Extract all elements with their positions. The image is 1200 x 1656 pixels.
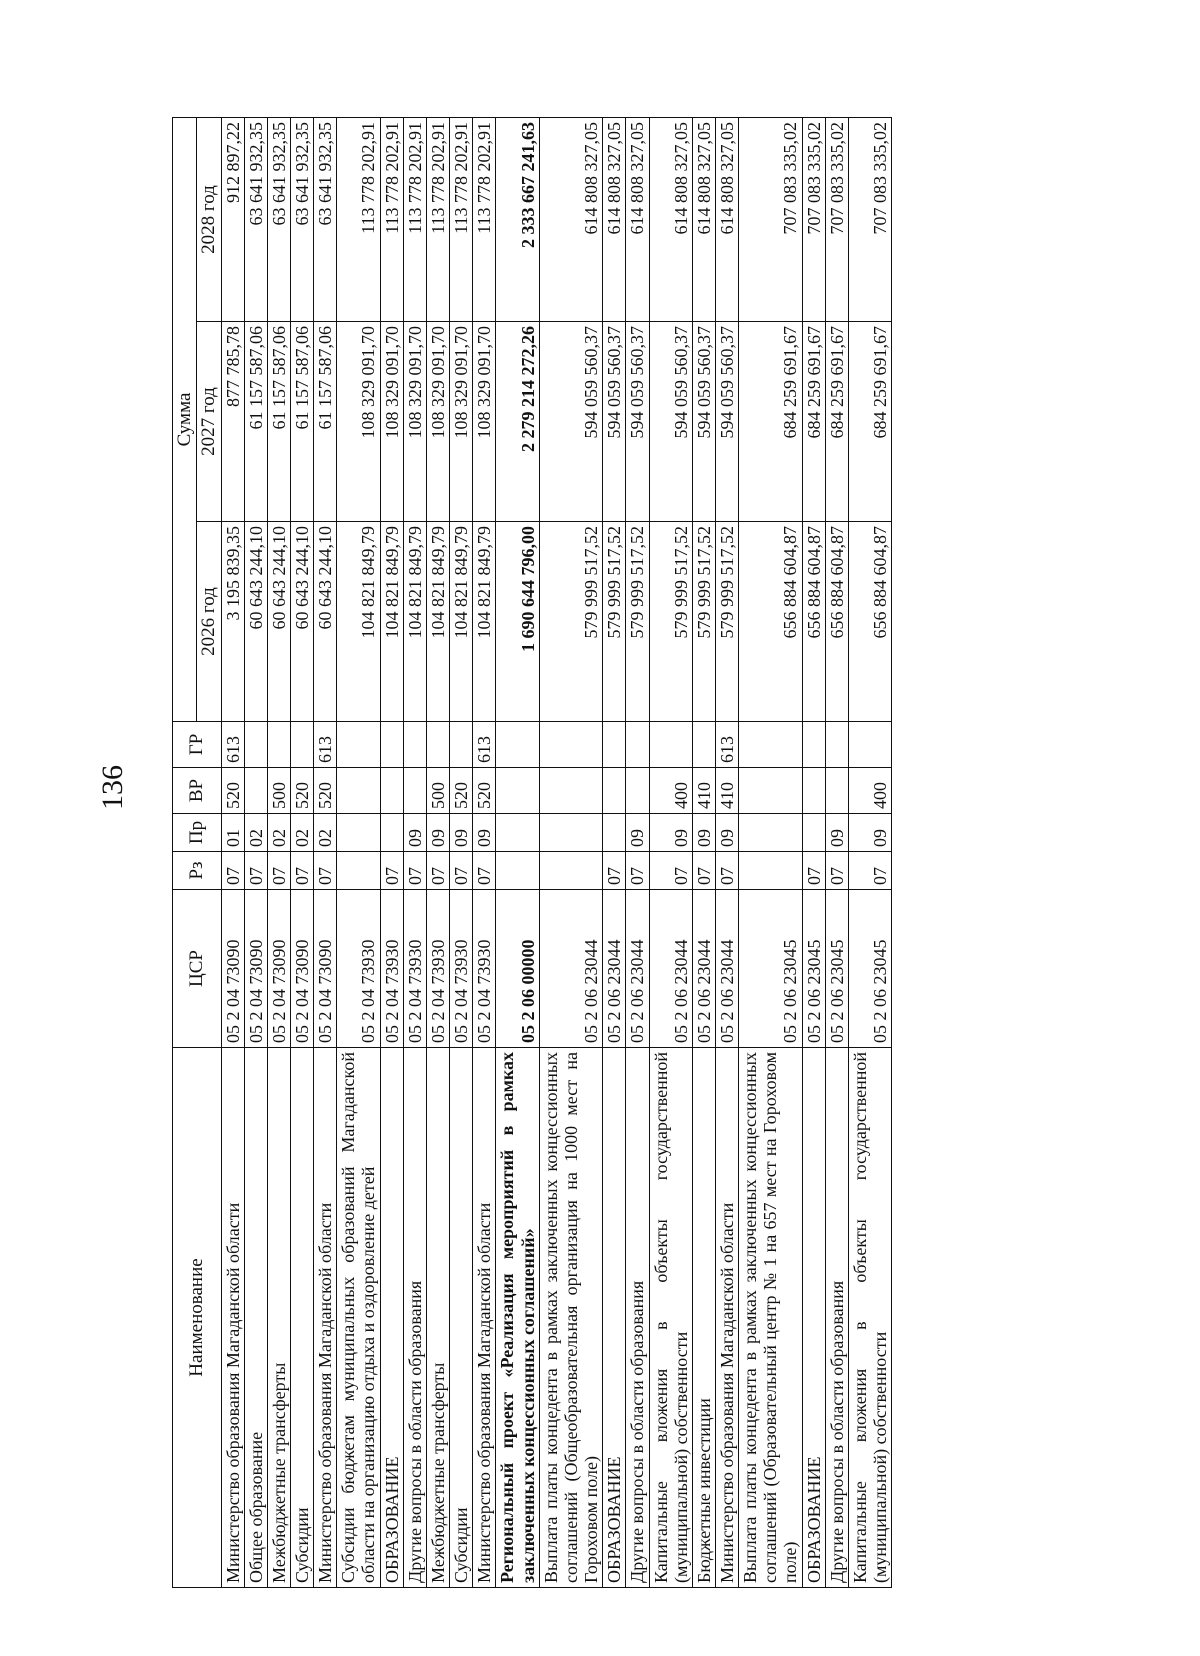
header-sum: Сумма <box>173 118 197 722</box>
cell-vr <box>626 768 649 814</box>
table-row <box>314 118 337 1588</box>
cell-rz: 07 <box>473 852 496 890</box>
cell-gr <box>426 722 449 768</box>
cell-2026: 104 821 849,79 <box>426 522 449 722</box>
cell-rz: 07 <box>244 852 267 890</box>
cell-2028: 614 808 327,05 <box>539 118 602 322</box>
table-row <box>715 118 738 1588</box>
cell-2027: 684 259 691,67 <box>825 322 848 522</box>
cell-vr <box>739 768 802 814</box>
cell-2026: 60 643 244,10 <box>267 522 290 722</box>
cell-name: Бюджетные инвестиции <box>692 1048 715 1588</box>
cell-2027: 108 329 091,70 <box>450 322 473 522</box>
table-row <box>825 118 848 1588</box>
table-row <box>291 118 314 1588</box>
cell-csr: 05 2 06 23044 <box>649 890 692 1048</box>
cell-gr <box>802 722 825 768</box>
cell-gr <box>649 722 692 768</box>
cell-pr: 09 <box>692 814 715 852</box>
cell-pr: 02 <box>267 814 290 852</box>
table-row <box>426 118 449 1588</box>
cell-rz: 07 <box>267 852 290 890</box>
cell-rz: 07 <box>426 852 449 890</box>
cell-vr <box>337 768 380 814</box>
cell-rz: 07 <box>649 852 692 890</box>
cell-gr <box>626 722 649 768</box>
budget-table <box>172 117 892 1588</box>
cell-rz: 07 <box>450 852 473 890</box>
cell-2027: 594 059 560,37 <box>626 322 649 522</box>
cell-csr: 05 2 06 23044 <box>692 890 715 1048</box>
cell-vr: 520 <box>473 768 496 814</box>
cell-vr <box>403 768 426 814</box>
cell-rz <box>539 852 602 890</box>
cell-rz: 07 <box>603 852 626 890</box>
cell-csr: 05 2 06 23045 <box>825 890 848 1048</box>
cell-vr: 500 <box>426 768 449 814</box>
table-row <box>603 118 626 1588</box>
table-row <box>626 118 649 1588</box>
cell-vr: 520 <box>291 768 314 814</box>
cell-name: Капитальные вложения в объекты государственной (муниципальной) собственности <box>649 1048 692 1588</box>
cell-2027: 594 059 560,37 <box>603 322 626 522</box>
cell-2028: 912 897,22 <box>221 118 244 322</box>
cell-name: ОБРАЗОВАНИЕ <box>603 1048 626 1588</box>
cell-2028: 707 083 335,02 <box>825 118 848 322</box>
cell-pr: 09 <box>626 814 649 852</box>
cell-2027: 108 329 091,70 <box>473 322 496 522</box>
header-2026: 2026 год <box>197 522 221 722</box>
cell-2028: 113 778 202,91 <box>403 118 426 322</box>
cell-csr: 05 2 04 73930 <box>337 890 380 1048</box>
cell-2026: 656 884 604,87 <box>848 522 891 722</box>
cell-2026: 60 643 244,10 <box>314 522 337 722</box>
cell-name: Субсидии <box>450 1048 473 1588</box>
cell-2027: 684 259 691,67 <box>739 322 802 522</box>
header-name: Наименование <box>173 1048 222 1588</box>
cell-pr <box>496 814 539 852</box>
cell-rz <box>337 852 380 890</box>
cell-gr <box>692 722 715 768</box>
cell-2028: 614 808 327,05 <box>603 118 626 322</box>
cell-vr <box>244 768 267 814</box>
cell-2027: 594 059 560,37 <box>715 322 738 522</box>
cell-2028: 113 778 202,91 <box>450 118 473 322</box>
cell-pr <box>739 814 802 852</box>
cell-2028: 614 808 327,05 <box>715 118 738 322</box>
cell-pr: 09 <box>473 814 496 852</box>
cell-2026: 656 884 604,87 <box>739 522 802 722</box>
cell-csr: 05 2 04 73930 <box>450 890 473 1048</box>
cell-pr <box>539 814 602 852</box>
cell-2027: 61 157 587,06 <box>244 322 267 522</box>
cell-2027: 108 329 091,70 <box>337 322 380 522</box>
cell-csr: 05 2 04 73930 <box>380 890 403 1048</box>
cell-2028: 2 333 667 241,63 <box>496 118 539 322</box>
cell-gr <box>267 722 290 768</box>
table-row <box>450 118 473 1588</box>
header-2027: 2027 год <box>197 322 221 522</box>
cell-gr <box>496 722 539 768</box>
cell-2027: 108 329 091,70 <box>380 322 403 522</box>
rotated-table-frame <box>172 118 1052 1588</box>
cell-2028: 614 808 327,05 <box>626 118 649 322</box>
table-row <box>539 118 602 1588</box>
table-row <box>380 118 403 1588</box>
table-row <box>802 118 825 1588</box>
cell-name: Другие вопросы в области образования <box>403 1048 426 1588</box>
cell-gr <box>380 722 403 768</box>
cell-gr <box>403 722 426 768</box>
cell-2026: 579 999 517,52 <box>626 522 649 722</box>
cell-2026: 579 999 517,52 <box>603 522 626 722</box>
cell-rz <box>496 852 539 890</box>
cell-2027: 61 157 587,06 <box>314 322 337 522</box>
cell-2026: 104 821 849,79 <box>450 522 473 722</box>
cell-pr <box>337 814 380 852</box>
cell-gr <box>603 722 626 768</box>
cell-vr: 500 <box>267 768 290 814</box>
cell-gr <box>539 722 602 768</box>
cell-2026: 104 821 849,79 <box>337 522 380 722</box>
cell-2028: 707 083 335,02 <box>848 118 891 322</box>
cell-2027: 61 157 587,06 <box>267 322 290 522</box>
cell-name: Министерство образования Магаданской области <box>314 1048 337 1588</box>
cell-gr <box>848 722 891 768</box>
cell-gr <box>450 722 473 768</box>
header-vr: ВР <box>173 768 222 814</box>
cell-2027: 108 329 091,70 <box>403 322 426 522</box>
cell-vr <box>603 768 626 814</box>
cell-2027: 61 157 587,06 <box>291 322 314 522</box>
cell-rz: 07 <box>802 852 825 890</box>
cell-2028: 113 778 202,91 <box>380 118 403 322</box>
cell-gr <box>825 722 848 768</box>
cell-2026: 1 690 644 796,00 <box>496 522 539 722</box>
cell-2027: 108 329 091,70 <box>426 322 449 522</box>
table-row <box>244 118 267 1588</box>
cell-vr: 520 <box>450 768 473 814</box>
cell-2026: 579 999 517,52 <box>539 522 602 722</box>
table-row <box>649 118 692 1588</box>
table-row <box>221 118 244 1588</box>
cell-2028: 707 083 335,02 <box>739 118 802 322</box>
table-header <box>173 118 222 1588</box>
cell-csr: 05 2 06 23044 <box>715 890 738 1048</box>
cell-name: Другие вопросы в области образования <box>825 1048 848 1588</box>
table-row <box>473 118 496 1588</box>
cell-2027: 594 059 560,37 <box>539 322 602 522</box>
cell-name: Министерство образования Магаданской области <box>715 1048 738 1588</box>
cell-csr: 05 2 04 73090 <box>291 890 314 1048</box>
header-2028: 2028 год <box>197 118 221 322</box>
header-pr: Пр <box>173 814 222 852</box>
cell-pr: 02 <box>314 814 337 852</box>
cell-vr <box>802 768 825 814</box>
table-row <box>692 118 715 1588</box>
cell-2026: 579 999 517,52 <box>649 522 692 722</box>
cell-name: Межбюджетные трансферты <box>426 1048 449 1588</box>
cell-csr: 05 2 04 73930 <box>473 890 496 1048</box>
cell-csr: 05 2 04 73930 <box>426 890 449 1048</box>
cell-2027: 877 785,78 <box>221 322 244 522</box>
table-row <box>267 118 290 1588</box>
cell-csr: 05 2 06 00000 <box>496 890 539 1048</box>
cell-name: Капитальные вложения в объекты государственной (муниципальной) собственности <box>848 1048 891 1588</box>
cell-csr: 05 2 06 23044 <box>603 890 626 1048</box>
cell-csr: 05 2 04 73090 <box>221 890 244 1048</box>
cell-csr: 05 2 06 23044 <box>626 890 649 1048</box>
cell-2027: 684 259 691,67 <box>802 322 825 522</box>
cell-2028: 614 808 327,05 <box>649 118 692 322</box>
cell-pr: 02 <box>244 814 267 852</box>
cell-2026: 104 821 849,79 <box>473 522 496 722</box>
cell-gr <box>291 722 314 768</box>
cell-csr: 05 2 06 23045 <box>802 890 825 1048</box>
cell-2026: 579 999 517,52 <box>715 522 738 722</box>
cell-pr: 09 <box>450 814 473 852</box>
cell-2028: 63 641 932,35 <box>291 118 314 322</box>
header-gr: ГР <box>173 722 222 768</box>
header-csr: ЦСР <box>173 890 222 1048</box>
cell-pr: 09 <box>426 814 449 852</box>
cell-csr: 05 2 04 73090 <box>267 890 290 1048</box>
cell-2027: 684 259 691,67 <box>848 322 891 522</box>
cell-name: ОБРАЗОВАНИЕ <box>380 1048 403 1588</box>
cell-rz: 07 <box>403 852 426 890</box>
cell-pr <box>802 814 825 852</box>
cell-name: Субсидии <box>291 1048 314 1588</box>
cell-rz: 07 <box>314 852 337 890</box>
cell-vr <box>539 768 602 814</box>
cell-name: Выплата платы концедента в рамках заключенных концессионных соглашений (Образовательный центр № 1 на 657 мест на Гороховом поле) <box>739 1048 802 1588</box>
cell-gr: 613 <box>314 722 337 768</box>
cell-2028: 63 641 932,35 <box>314 118 337 322</box>
cell-csr: 05 2 06 23045 <box>739 890 802 1048</box>
cell-2026: 3 195 839,35 <box>221 522 244 722</box>
cell-pr: 01 <box>221 814 244 852</box>
cell-pr: 09 <box>848 814 891 852</box>
cell-vr: 400 <box>848 768 891 814</box>
cell-rz: 07 <box>715 852 738 890</box>
cell-name: ОБРАЗОВАНИЕ <box>802 1048 825 1588</box>
cell-rz: 07 <box>848 852 891 890</box>
cell-name: Министерство образования Магаданской области <box>473 1048 496 1588</box>
cell-2026: 579 999 517,52 <box>692 522 715 722</box>
cell-rz: 07 <box>221 852 244 890</box>
cell-csr: 05 2 06 23045 <box>848 890 891 1048</box>
table-row <box>848 118 891 1588</box>
cell-pr: 09 <box>649 814 692 852</box>
cell-pr: 02 <box>291 814 314 852</box>
table-row <box>739 118 802 1588</box>
cell-2028: 63 641 932,35 <box>244 118 267 322</box>
cell-2028: 113 778 202,91 <box>337 118 380 322</box>
cell-gr: 613 <box>715 722 738 768</box>
cell-vr <box>496 768 539 814</box>
cell-name: Межбюджетные трансферты <box>267 1048 290 1588</box>
cell-pr <box>380 814 403 852</box>
cell-csr: 05 2 04 73930 <box>403 890 426 1048</box>
cell-rz: 07 <box>825 852 848 890</box>
header-rz: Рз <box>173 852 222 890</box>
cell-2027: 2 279 214 272,26 <box>496 322 539 522</box>
cell-2026: 104 821 849,79 <box>380 522 403 722</box>
cell-gr <box>244 722 267 768</box>
cell-2028: 707 083 335,02 <box>802 118 825 322</box>
cell-vr: 410 <box>692 768 715 814</box>
table-row <box>337 118 380 1588</box>
cell-pr: 09 <box>403 814 426 852</box>
cell-2028: 63 641 932,35 <box>267 118 290 322</box>
cell-rz: 07 <box>692 852 715 890</box>
page-number: 136 <box>96 765 129 810</box>
cell-name: Выплата платы концедента в рамках заключенных концессионных соглашений (Общеобразовательная организация на 1000 мест на Гороховом поле) <box>539 1048 602 1588</box>
cell-vr: 400 <box>649 768 692 814</box>
cell-vr: 410 <box>715 768 738 814</box>
cell-name: Министерство образования Магаданской области <box>221 1048 244 1588</box>
cell-pr <box>603 814 626 852</box>
cell-vr <box>380 768 403 814</box>
cell-rz: 07 <box>380 852 403 890</box>
cell-2026: 656 884 604,87 <box>802 522 825 722</box>
cell-vr <box>825 768 848 814</box>
cell-csr: 05 2 06 23044 <box>539 890 602 1048</box>
cell-pr: 09 <box>825 814 848 852</box>
cell-2026: 60 643 244,10 <box>291 522 314 722</box>
table-body <box>221 118 892 1588</box>
cell-gr: 613 <box>473 722 496 768</box>
cell-2026: 656 884 604,87 <box>825 522 848 722</box>
cell-name: Субсидии бюджетам муниципальных образований Магаданской области на организацию отдыха и оздоровление детей <box>337 1048 380 1588</box>
cell-2026: 60 643 244,10 <box>244 522 267 722</box>
cell-name: Общее образование <box>244 1048 267 1588</box>
cell-vr: 520 <box>221 768 244 814</box>
cell-rz <box>739 852 802 890</box>
cell-name: Региональный проект «Реализация мероприятий в рамках заключенных концессионных соглашений» <box>496 1048 539 1588</box>
cell-2027: 594 059 560,37 <box>692 322 715 522</box>
cell-csr: 05 2 04 73090 <box>244 890 267 1048</box>
cell-2028: 113 778 202,91 <box>426 118 449 322</box>
table-row <box>496 118 539 1588</box>
table-row <box>403 118 426 1588</box>
cell-2028: 614 808 327,05 <box>692 118 715 322</box>
cell-name: Другие вопросы в области образования <box>626 1048 649 1588</box>
cell-rz: 07 <box>291 852 314 890</box>
cell-pr: 09 <box>715 814 738 852</box>
cell-gr <box>337 722 380 768</box>
cell-gr: 613 <box>221 722 244 768</box>
cell-csr: 05 2 04 73090 <box>314 890 337 1048</box>
cell-gr <box>739 722 802 768</box>
cell-2027: 594 059 560,37 <box>649 322 692 522</box>
cell-2026: 104 821 849,79 <box>403 522 426 722</box>
cell-vr: 520 <box>314 768 337 814</box>
cell-rz: 07 <box>626 852 649 890</box>
cell-2028: 113 778 202,91 <box>473 118 496 322</box>
